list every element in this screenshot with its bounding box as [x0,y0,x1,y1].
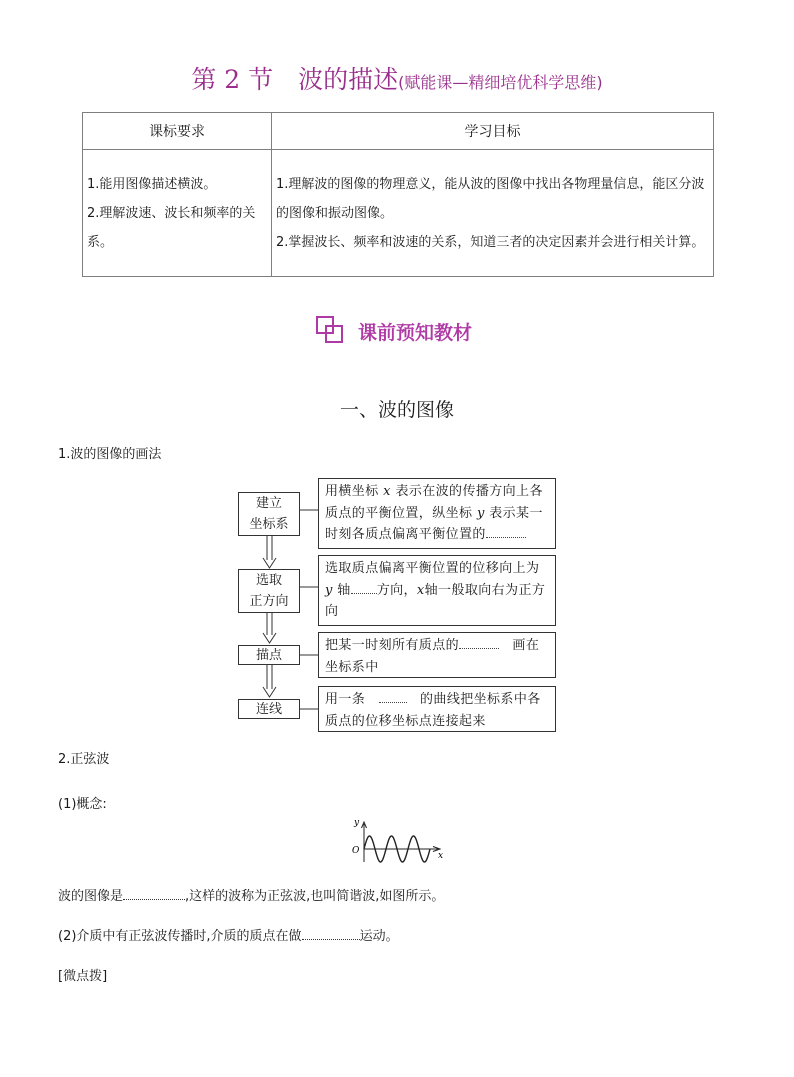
flow-step-label: 选取 [255,573,282,588]
flow-desc-text: 表示在波的传播方向上各质点的平衡位置，纵坐标 [325,484,543,521]
connector-line [300,651,318,659]
flow-down-arrow-icon [260,613,280,645]
fill-blank[interactable] [302,927,360,940]
flow-desc-box [318,686,556,732]
flow-desc-box [318,555,556,626]
flow-desc-box [318,632,556,678]
flow-step-label: 建立 [255,496,282,511]
flow-step-box [238,492,300,536]
concept-label: (1)概念: [58,797,107,812]
item-heading: 1.波的图像的画法 [58,447,162,462]
connector-line [300,506,318,514]
requirements-cell [83,150,272,277]
text-segment: 运动。 [359,929,399,944]
section-header [316,316,472,346]
connector-line [300,583,318,591]
flow-step-label: 描点 [255,647,282,663]
flow-step-box [238,569,300,613]
flow-desc-var: y [325,582,333,598]
text-segment: (2)介质中有正弦波传播时,介质的质点在做 [58,929,302,944]
origin-label: O [352,846,360,856]
flow-step-label: 正方向 [249,594,289,609]
page-title [0,60,794,96]
flow-step-box [238,699,300,719]
text-segment: ,这样的波称为正弦波,也叫简谐波,如图所示。 [185,889,445,904]
flow-desc-var: x [383,484,391,499]
flow-desc-text: 用一条 [325,692,366,707]
requirements-table [82,112,714,277]
flow-desc-var: y [476,505,485,521]
flow-desc-text: 方向， [376,582,417,598]
flow-desc-box [318,478,556,549]
flow-desc-text: 轴一般取向右为正方向 [325,582,546,619]
table-header-goals: 学习目标 [272,113,714,150]
flow-desc-var: x [416,582,425,598]
flow-desc-text: 选取质点偏离平衡位置的位移向上为 [325,561,540,576]
flow-desc-text: 把某一时刻所有质点的 [325,638,460,653]
overlapping-squares-icon [316,316,350,346]
flow-step-label: 连线 [255,701,282,717]
fill-blank[interactable] [351,580,377,594]
subsection-title: 一、波的图像 [339,399,454,421]
flow-desc-text: 用横坐标 [325,484,379,499]
item-heading: 2.正弦波 [58,752,110,767]
flow-desc-text: 表示某一时刻各质点偏离平衡位置的 [325,505,543,542]
sine-wave-figure [350,818,446,870]
fill-blank[interactable] [486,524,526,538]
goal-item: 2.掌握波长、频率和波速的关系，知道三者的决定因素并会进行相关计算。 [276,234,705,250]
flow-step-box [238,645,300,665]
requirement-item: 1.能用图像描述横波。 [87,176,217,192]
tip-label: [微点拨] [58,969,108,984]
axis-y-label: y [354,818,360,828]
fill-blank[interactable] [123,887,185,900]
goals-cell [272,150,714,277]
flow-desc-text: 画在坐标系中 [325,638,540,675]
concept-text [58,885,444,904]
goal-item: 1.理解波的图像的物理意义，能从波的图像中找出各物理量信息，能区分波的图像和振动图像。 [276,176,705,221]
connector-line [300,705,318,713]
flow-down-arrow-icon [260,665,280,699]
flow-step-label: 坐标系 [249,517,289,532]
flow-desc-text: 轴 [337,582,351,598]
fill-blank[interactable] [379,689,407,703]
table-header-requirements: 课标要求 [83,113,272,150]
text-segment: 波的图像是 [58,889,124,904]
title-main: 第 2 节 波的描述 [191,65,399,94]
section-label: 课前预知教材 [358,321,473,344]
flow-down-arrow-icon [260,536,280,570]
requirement-item: 2.理解波速、波长和频率的关系。 [87,205,256,250]
flow-desc-text: 的曲线把坐标系中各质点的位移坐标点连接起来 [325,692,541,729]
title-subtitle: (赋能课—精细培优科学思维) [398,73,603,92]
medium-text [58,925,399,944]
fill-blank[interactable] [459,635,499,649]
axis-x-label: x [438,851,444,861]
